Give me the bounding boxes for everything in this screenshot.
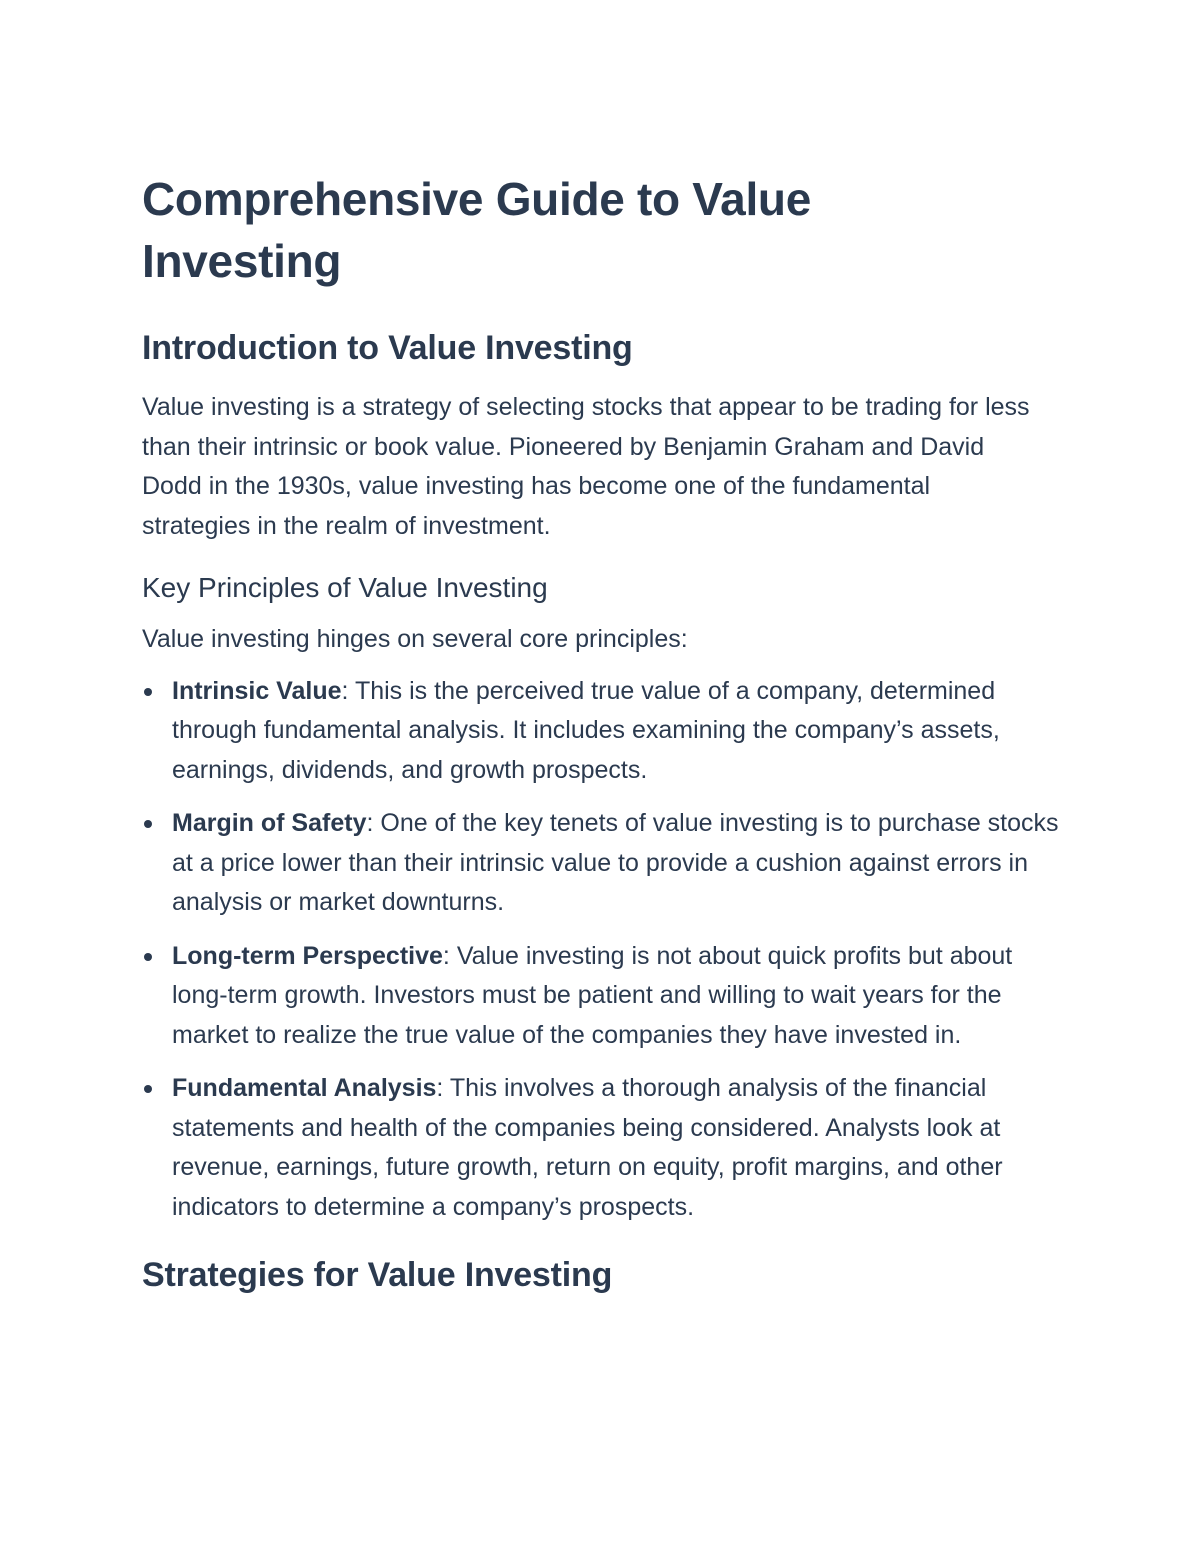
intro-heading: Introduction to Value Investing	[142, 329, 633, 367]
principle-term: Intrinsic Value	[172, 676, 342, 705]
document-title: Comprehensive Guide to Value Investing	[142, 173, 811, 287]
principle-text: : This is the perceived true value of a company, determined through fundamental analysis. It includes examining the company’s assets, earnings, dividends, and growth prospects.	[172, 676, 1000, 784]
principles-list	[142, 672, 1062, 1228]
bullet-icon	[144, 1085, 152, 1093]
principles-lead: Value investing hinges on several core principles:	[142, 625, 688, 653]
principles-heading: Key Principles of Value Investing	[142, 572, 548, 603]
bullet-icon	[144, 953, 152, 961]
principle-term: Long-term Perspective	[172, 941, 443, 970]
principle-text: : Value investing is not about quick profits but about long-term growth. Investors must be patient and willing to wait years for the market to realize the true value of the companies they have invested in.	[172, 941, 1013, 1049]
list-item	[142, 804, 1062, 923]
list-item	[142, 937, 1062, 1056]
list-item	[142, 1069, 1062, 1227]
principle-term: Margin of Safety	[172, 809, 367, 837]
principle-term: Fundamental Analysis	[172, 1074, 437, 1102]
principle-text: : This involves a thorough analysis of the financial statements and health of the companies being considered. Analysts look at revenue, earnings, future growth, return on equity, profit margins, and other indicators to determine a company’s prospects.	[172, 1074, 1003, 1221]
bullet-icon	[144, 688, 152, 696]
bullet-icon	[144, 820, 152, 828]
document-page	[142, 168, 1062, 1297]
list-item	[142, 672, 1062, 791]
strategies-heading: Strategies for Value Investing	[142, 1256, 613, 1294]
principle-text: : One of the key tenets of value investing is to purchase stocks at a price lower than their intrinsic value to provide a cushion against errors in analysis or market downturns.	[172, 809, 1059, 916]
intro-paragraph: Value investing is a strategy of selecting stocks that appear to be trading for less than their intrinsic or book value. Pioneered by Benjamin Graham and David Dodd in the 1930s, value investing has become one of the fundamental strategies in the realm of investment.	[142, 393, 1030, 540]
